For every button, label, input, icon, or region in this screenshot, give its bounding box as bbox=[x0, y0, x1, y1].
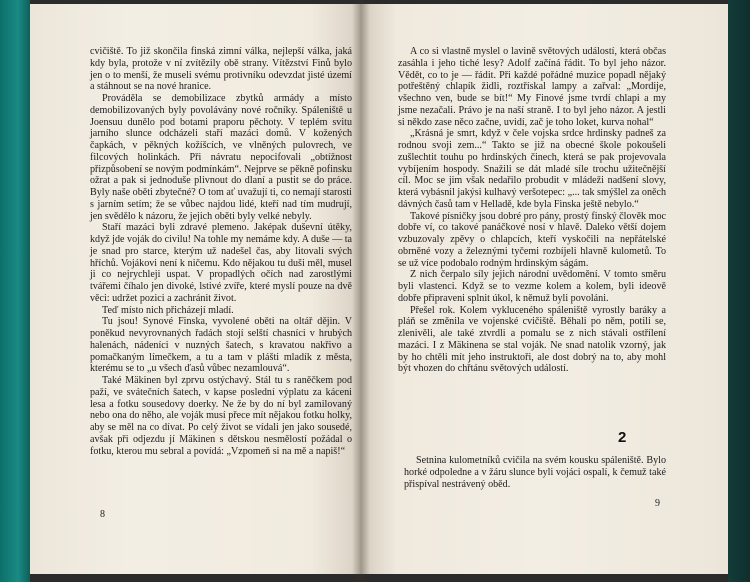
paragraph: cvičiště. To již skončila finská zimní válka, nejlepší válka, jaká kdy byla, protože v ní zvítězily obě strany. Vítězství Finů bylo jen o to menší, že museli svému protivníku odevzdat jisté území a stáhnout se na nové hranice. bbox=[90, 46, 352, 93]
paragraph: Takové písničky jsou dobré pro pány, prostý finský člověk moc dobře ví, co takové panáčkové nosí v hlavě. Daleko větší dojem vzbuzovaly zpěvy o chlapcích, kteří vyskočili na nepřátelské obrněné vozy a železnými tyčemi rozbíjeli hlavně kulometů. To se už více podobalo rodným hrdinským ságám. bbox=[398, 210, 666, 269]
paragraph: Teď místo nich přicházejí mladí. bbox=[102, 304, 234, 316]
paragraph: Staří mazáci byli zdravé plemeno. Jaképak duševní útěky, když jde voják do civilu! Na tohle my nemáme kdy. A duše — ta je snad pro starce, kterým už nadešel čas, aby litovali svých hříchů. Vojákovi není k ničemu. Kdo nějakou tu duši měl, musel ji co nejrychleji uspat. V propadlých očích nad zarostlými tvářemi číhalo jen divoké, lstivé zvíře, které myslí pouze na dvě věci: udržet pozici a zachránit život. bbox=[90, 222, 352, 304]
right-page bbox=[360, 4, 728, 574]
paragraph: Tu jsou! Synové Finska, vyvolené oběti na oltář dějin. V poněkud nevyrovnaných řadách stojí selští chasníci v hrubých halenách, nádeníci v nuzných šatech, s kravatou nakřivo a pomačkaným límečkem, a tu a tam v plášti mladík z města, kterému se to „u všech ďasů vůbec nezamlouvá“. bbox=[90, 316, 352, 375]
book-cover-right-edge bbox=[728, 0, 750, 582]
paragraph: Prováděla se demobilizace zbytků armády a místo demobilizovaných byly povolávány nové ročníky. Spáleniště u Joensuu dunělo pod botami praporu pěchoty. V teplém svitu jarního slunce odcházeli staří mazáci domů. V kožených čapkách, v pěkných kožíšcích, ve vlněných pulovrech, ve filcových holinkách. Při návratu nepocifovali „obtížnost přizpůsobení se novým podmínkám“. Nejprve se pěkně pofinsku ožrat a pak si jednoduše plivnout do dlaní a pustit se do práce. Byly naše oběti zbytečné? O tom ať uvažují ti, co nemají starosti s jarním setím; že se vůbec najdou lidé, kteří nad tím mudrují, jen svědělo k názoru, že jejich oběti byly velké nebyly. bbox=[90, 93, 352, 222]
left-page-text bbox=[90, 46, 352, 457]
paragraph: Přešel rok. Kolem vykluceného spáleniště vyrostly baráky a pláň se změnila ve vojenské cvičiště. Běhali po něm, potili se, zlenivěli, ale také ztvrdli a pomalu se z nich stávali ostřílení mazáci. I z Mäkinena se stal voják. Ne snad natolik vzorný, jak by ho chtěli mít jeho instruktoři, ale dost dobrý na to, aby mohl být vhozen do chřtánu světových událostí. bbox=[398, 304, 666, 375]
chapter-text bbox=[404, 455, 666, 490]
right-page-text bbox=[398, 46, 666, 375]
chapter-number: 2 bbox=[618, 429, 627, 446]
paragraph: „Krásná je smrt, když v čele vojska srdce hrdinsky padneš za rodnou svoji zem...“ Takto se již na obecné škole pokoušeli zušlechtit touhu po hrdinských činech, která se pak projevovala vybíjením hospody. Snažili se dát mladé síle trochu užitečnější cíl. Moc se jim však nedařilo probudit v mládeži nadšení slovy, která vybásnil jakýsi kulhavý veršotepec: „... tak smýšlel za oněch dávných časů tam v Helladě, kde byla Finska ještě nebylo.“ bbox=[398, 128, 666, 210]
paragraph: Z nich čerpalo síly jejich národní uvědomění. V tomto směru byli vlastenci. Když se to vezme kolem a kolem, byli ideově dobře připraveni splnit úkol, k němuž byli povoláni. bbox=[398, 269, 666, 304]
page-number: 9 bbox=[655, 498, 660, 509]
page-number: 8 bbox=[100, 509, 105, 520]
paragraph: Také Mäkinen byl zprvu ostýchavý. Stál tu s raněčkem pod paží, ve svátečních šatech, v kapse poslední výplatu za káceni lesa a fotku sousedovy doerky. Ne že by do ní byl zamilovaný nebo ona do něho, ale voják musí přece mít nějakou fotku holky, aby se měl na co dívat. Po celý život se vídali jen jako sousedé, avšak při odjezdu jí Mäkinen s dětskou nesmělostí požádal o fotku, kterou mu sebral a povídá: „Vzpomeň si na mě a napiš!“ bbox=[90, 375, 352, 457]
left-page bbox=[30, 4, 360, 574]
paragraph: A co si vlastně myslel o lavině světových událostí, která občas zasáhla i jeho tiché lesy? Adolf začíná řádit. To byl jeho názor. Vědět, co to je — řádit. Při každé pořádné muzice popadl nějaký potřeštěný chlapík židli, roztřískal lampy a zařval: „Mordije, všechno ven, bude se bít!“ My Finové jsme tvrdí chlapi a my jsme nezačali. Právo je na naší straně. I to byl jeho názor. A jestli si někdo zase něco začne, uvidí, zač je toho loket, kurva nohal“ bbox=[398, 46, 666, 128]
book-cover-left-edge bbox=[0, 0, 30, 582]
paragraph: Setnina kulometníků cvičila na svém kousku spáleniště. Bylo horké odpoledne a v žáru slunce byli vojáci ospalí, k čemuž také přispíval nestrávený oběd. bbox=[404, 455, 666, 490]
